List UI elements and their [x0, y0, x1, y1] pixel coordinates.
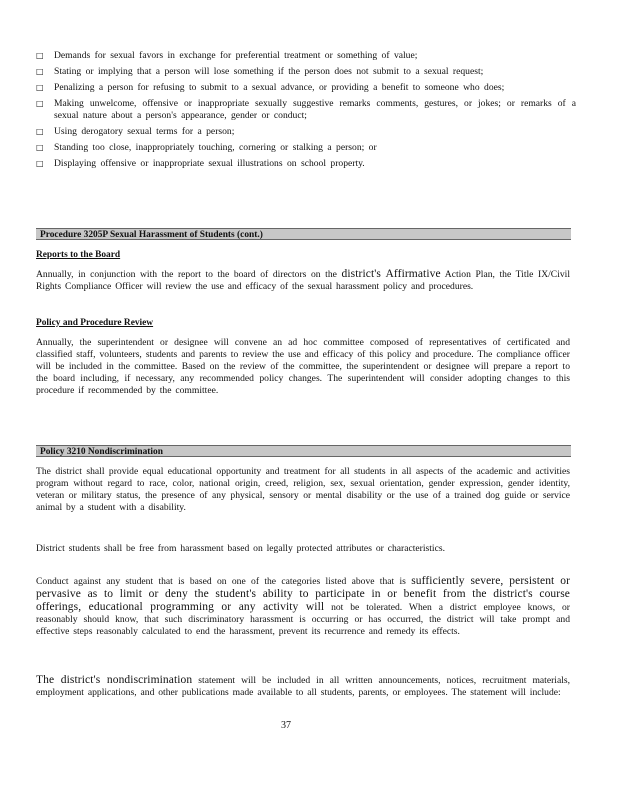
nondiscrimination-paragraph-4: The district's nondiscrimination statement will be included in all written announcements, notices, recruitment materials, employment applications, and other publications made available to all students, parents, or employees. The statement will include:: [36, 674, 571, 698]
list-item: □ Displaying offensive or inappropriate sexual illustrations on school property.: [36, 158, 365, 169]
list-item: □ Stating or implying that a person will lose something if the person does not submit to a sexual request;: [36, 66, 484, 77]
review-heading: Policy and Procedure Review: [36, 318, 154, 328]
bullet-icon: □: [36, 143, 44, 152]
nondiscrimination-paragraph-1: The district shall provide equal educational opportunity and treatment for all students in all aspects of the academic and activities program without regard to race, color, national origin, creed, religion, sex, sexual orientation, gender expression, gender identity, veteran or military status, the presence of any physical, sensory or mental disability or the use of a trained dog guide or service animal by a student with a disability.: [36, 466, 570, 513]
review-paragraph: Annually, the superintendent or designee will convene an ad hoc committee composed of representatives of certificated and classified staff, volunteers, students and parents to review the use and efficacy of this policy and procedure. The compliance officer will be included in the committee. Based on the review of the committee, the superintendent or designee will prepare a report to the board including, if necessary, any recommended policy changes. The superintendent will consider adopting changes to this procedure if recommended by the committee.: [36, 337, 570, 396]
list-item: □ Penalizing a person for refusing to submit to a sexual advance, or providing a benefit to someone who does;: [36, 82, 505, 93]
bullet-icon: □: [36, 67, 44, 76]
reports-heading: Reports to the Board: [36, 250, 121, 260]
policy-title-bar: Policy 3210 Nondiscrimination: [36, 445, 571, 457]
bullet-icon: □: [36, 99, 44, 108]
reports-paragraph: Annually, in conjunction with the report to the board of directors on the district's Affirmative Action Plan, the Title IX/Civil Rights Compliance Officer will review the use and efficacy of the sexual harassment policy and procedures.: [36, 268, 570, 292]
nondiscrimination-paragraph-3: Conduct against any student that is based on one of the categories listed above that is sufficiently severe, persistent or pervasive as to limit or deny the student's ability to participate in or benefit from the district's course offerings, educational programming or any activity will not be tolerated. When a district employee knows, or reasonably should know, that such discriminatory harassment is occurring or has occurred, the district will take prompt and effective steps reasonably calculated to end the harassment, prevent its recurrence and remedy its effects.: [36, 575, 571, 637]
list-item: □ Using derogatory sexual terms for a person;: [36, 126, 235, 137]
page-number: 37: [281, 720, 291, 731]
bullet-icon: □: [36, 127, 44, 136]
list-item: □ Making unwelcome, offensive or inappropriate sexually suggestive remarks comments, gestures, or jokes; or remarks of a sexual nature about a person's appearance, gender or conduct;: [36, 98, 576, 121]
procedure-title-bar: Procedure 3205P Sexual Harassment of Students (cont.): [36, 228, 571, 240]
bullet-icon: □: [36, 83, 44, 92]
nondiscrimination-paragraph-2: District students shall be free from harassment based on legally protected attributes or characteristics.: [36, 543, 445, 554]
harassment-examples-list: [36, 50, 576, 174]
bullet-icon: □: [36, 51, 44, 60]
list-item: □ Standing too close, inappropriately touching, cornering or stalking a person; or: [36, 142, 377, 153]
list-item: □ Demands for sexual favors in exchange for preferential treatment or something of value;: [36, 50, 418, 61]
bullet-icon: □: [36, 159, 44, 168]
